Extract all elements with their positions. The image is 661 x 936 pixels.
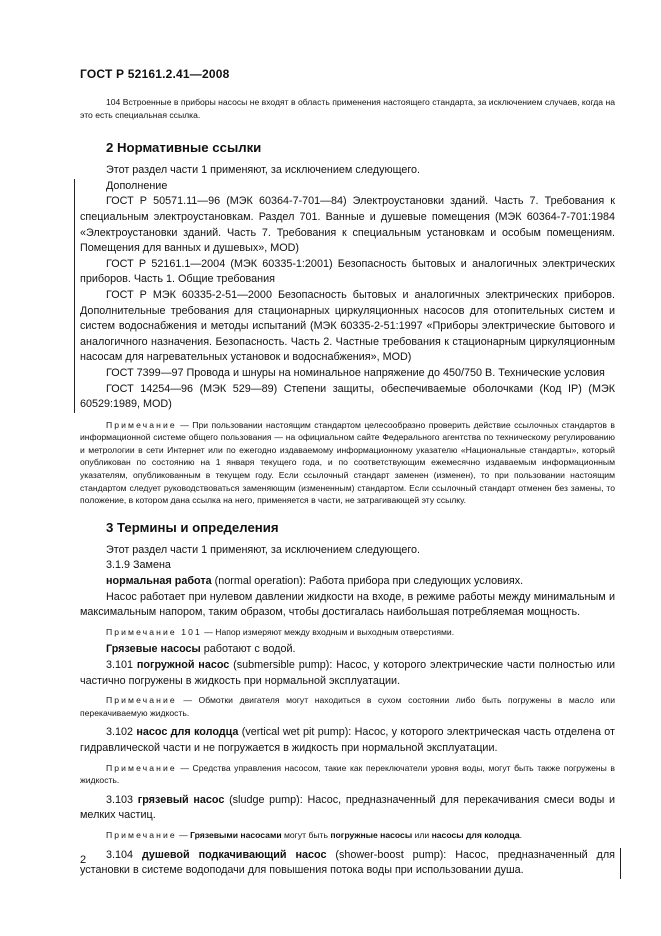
definition-3-102: 3.102 насос для колодца (vertical wet pit pump): Насос, у которого электрическая часть отделена от гидравлической части и не погружается в жидкость при нормальной эксплуатации. [80, 726, 615, 754]
term-submersible-pump: погружной насос [136, 659, 230, 671]
addition-block [80, 179, 615, 413]
normal-operation-description: Насос работает при нулевом давлении жидкости на входе, в режиме работы между минимальным и максимальным напором, таким образом, чтобы достигалась наибольшая потребляемая мощность. [80, 590, 615, 619]
references-note [80, 419, 615, 507]
section-2-title: 2 Нормативные ссылки [106, 140, 262, 156]
definition-normal-operation: нормальная работа (normal operation): Работа прибора при следующих условиях. [106, 575, 524, 588]
page-content [80, 96, 615, 879]
term-shower-boost-pump: душевой подкачивающий насос [141, 848, 327, 861]
definition-3-104: 3.104 душевой подкачивающий насос (shower-boost pump): Насос, предназначенный для установки в системе водоподачи для повышения потока воды при использовании душа. [80, 848, 615, 877]
definition-3-103: 3.103 грязевый насос (sludge pump): Насос, предназначенный для перекачивания смеси воды и мелких частиц. [80, 793, 615, 822]
section-3-intro: Этот раздел части 1 применяют, за исключением следующего. [106, 543, 421, 556]
note-3-103: Примечание — Грязевыми насосами могут быть погружные насосы или насосы для колодца. [106, 829, 523, 840]
note-101: Примечание 101 — Напор измеряют между входным и выходным отверстиями. [106, 626, 455, 637]
reference-gost-7399: ГОСТ 7399—97 Провода и шнуры на номинальное напряжение до 450/750 В. Технические условия [106, 366, 605, 379]
note-3-102: Примечание — Средства управления насосом, такие как переключатели уровня воды, могут быть также погружены в жидкость. [80, 762, 615, 786]
note-text: — При пользовании настоящим стандартом целесообразно проверить действие ссылочных стандартов в информационной системе общего пользования — на официальном сайте Федерального агентства по техническому регулированию и метрологии в сети Интернет или по ежегодно издаваемому информационному указателю «Национальные стандарты», который опубликован по состоянию на 1 января текущего года, и по соответствующим ежемесячно издаваемым информационным указателям, опубликованным в текущем году. Если ссылочный стандарт заменен (изменен), то при пользовании настоящим стандартом следует руководствоваться заменяющим (измененным) стандартом. Если ссылочный стандарт отменен без замены, то положение, в котором дана ссылка на него, применяется в части, не затрагивающей эту ссылку. [80, 419, 615, 506]
note-104: 104 Встроенные в приборы насосы не входят в область применения настоящего стандарта, за исключением случаев, когда на это есть специальная ссылка. [80, 97, 615, 120]
reference-gost-50571: ГОСТ Р 50571.11—96 (МЭК 60364-7-701—84) Электроустановки зданий. Часть 7. Требования к специальным электроустановкам. Раздел 701. Ванные и душевые помещения (МЭК 60364-7-701:1984 «Электроустановки зданий. Часть 7. Требования к специальным установкам и особым помещениям. Помещения для ванных и душевых», MOD) [80, 195, 615, 255]
page-number: 2 [80, 854, 87, 866]
section-3-title: 3 Термины и определения [106, 519, 279, 535]
reference-gost-14254: ГОСТ 14254—96 (МЭК 529—89) Степени защиты, обеспечиваемые оболочками (Код IP) (МЭК 60529:1989, MOD) [80, 382, 615, 411]
section-2-intro: Этот раздел части 1 применяют, за исключением следующего. [106, 164, 421, 177]
term-vertical-wet-pit-pump: насос для колодца [136, 726, 239, 739]
change-bar [74, 179, 75, 413]
definition-3-104-block [80, 848, 615, 879]
reference-gost-52161-1: ГОСТ Р 52161.1—2004 (МЭК 60335-1:2001) Безопасность бытовых и аналогичных электрических приборов. Часть 1. Общие требования [80, 257, 615, 286]
term-normal-operation: нормальная работа [106, 575, 212, 588]
note-label: Примечание [106, 419, 177, 430]
change-bar-right [620, 848, 621, 879]
document-header: ГОСТ Р 52161.2.41—2008 [80, 67, 230, 81]
reference-gost-iec-60335-2-51: ГОСТ Р МЭК 60335-2-51—2000 Безопасность бытовых и аналогичных электрических приборов. Дополнительные требования для стационарных циркуляционных насосов для отопительных систем и систем водоснабжения и методы испытаний (МЭК 60335-2-51:1997 «Приборы электрические бытового и аналогичного назначения. Безопасность. Часть 2. Частные требования к стационарным циркуляционным насосам для нагревательных установок и водоснабжения», MOD) [80, 288, 615, 364]
definition-3-101: 3.101 погружной насос (submersible pump): Насос, у которого электрические части полностью или частично погружены в жидкость при нормальной эксплуатации. [80, 659, 615, 687]
item-3-1-9: 3.1.9 Замена [106, 559, 171, 572]
addition-label: Дополнение [106, 179, 168, 192]
term-sludge-pump: грязевый насос [137, 793, 225, 806]
note-3-101: Примечание — Обмотки двигателя могут находиться в сухом состоянии либо быть погружены в масло или перекачиваемую жидкость. [80, 695, 615, 718]
sludge-pumps-intro: Грязевые насосы работают с водой. [106, 643, 296, 656]
